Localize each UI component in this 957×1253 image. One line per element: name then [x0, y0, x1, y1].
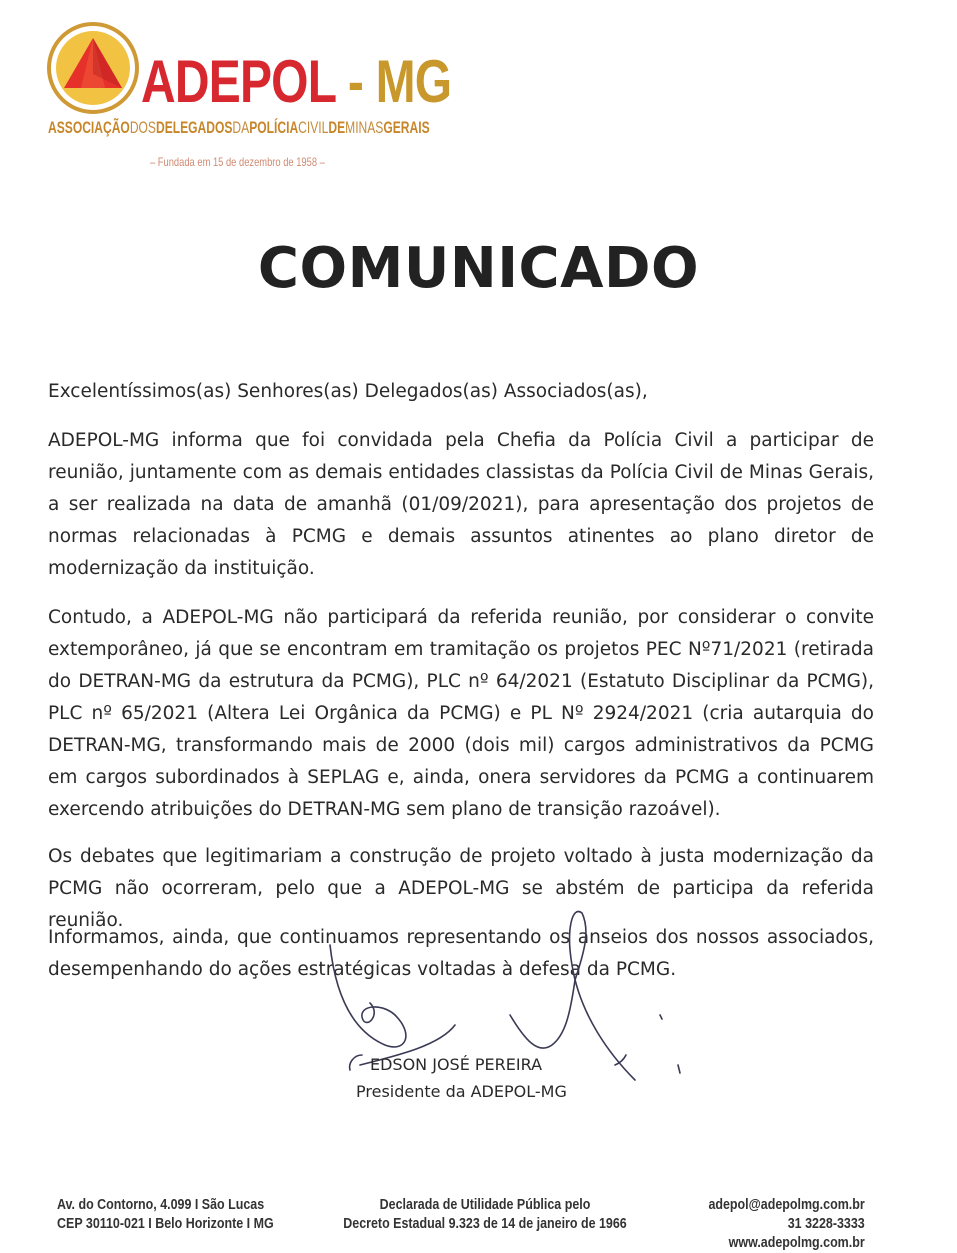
logo-name-part2: - MG	[335, 48, 452, 115]
footer-contact	[709, 1196, 865, 1253]
paragraph-closing: Informamos, ainda, que continuamos representando os anseios dos nossos associados, desempenhando do ações estratégicas voltadas à defesa da PCMG.	[48, 927, 874, 980]
signatory-name: EDSON JOSÉ PEREIRA	[370, 1055, 543, 1074]
tagline-segment: DA	[232, 118, 250, 137]
footer-declaration	[343, 1196, 627, 1234]
paragraph-refusal: Contudo, a ADEPOL-MG não participará da referida reunião, por considerar o convite extemporâneo, já que se encontram em tramitação os projetos PEC Nº71/2021 (retirada do DETRAN-MG da estrutura da PCMG), PLC nº 64/2021 (Estatuto Disciplinar da PCMG), PLC nº 65/2021 (Altera Lei Orgânica da PCMG) e PL Nº 2924/2021 (cria autarquia do DETRAN-MG, transformando mais de 2000 (dois mil) cargos administrativos da PCMG em cargos subordinados à SEPLAG e, ainda, onera servidores da PCMG a continuarem exercendo atribuições do DETRAN-MG sem plano de transição razoável).	[48, 607, 874, 820]
contact-phone: 31 3228-3333	[788, 1216, 865, 1232]
logo-name-part1: ADEPOL	[141, 48, 336, 115]
logo-tagline	[48, 118, 430, 138]
adepol-emblem-icon	[47, 22, 139, 114]
founded-date: – Fundada em 15 de dezembro de 1958 –	[150, 155, 325, 169]
tagline-segment: MINAS	[345, 118, 384, 137]
tagline-segment: ASSOCIAÇÃO	[48, 118, 130, 137]
contact-email: adepol@adepolmg.com.br	[708, 1197, 865, 1213]
tagline-segment: GERAIS	[383, 118, 430, 137]
paragraph-invitation: ADEPOL-MG informa que foi convidada pela Chefia da Polícia Civil a participar de reunião, juntamente com as demais entidades classistas da Polícia Civil de Minas Gerais, a ser realizada na data de amanhã (01/09/2021), para apresentação dos projetos de normas relacionadas à PCMG e demais assuntos atinentes ao plano diretor de modernização da instituição.	[48, 430, 874, 579]
footer-address	[57, 1196, 274, 1234]
tagline-segment: POLÍCIA	[249, 118, 299, 137]
tagline-segment: DELEGADOS	[155, 118, 233, 137]
tagline-segment: DOS	[129, 118, 156, 137]
logo-wordmark	[141, 48, 452, 115]
signatory-role: Presidente da ADEPOL-MG	[356, 1082, 567, 1101]
declaration-line: Declarada de Utilidade Pública pelo	[379, 1197, 591, 1213]
address-line: CEP 30110-021 I Belo Horizonte I MG	[57, 1216, 274, 1232]
salutation: Excelentíssimos(as) Senhores(as) Delegados(as) Associados(as),	[48, 381, 648, 402]
document-title: COMUNICADO	[257, 236, 700, 301]
contact-website: www.adepolmg.com.br	[728, 1235, 865, 1251]
address-line: Av. do Contorno, 4.099 I São Lucas	[57, 1197, 265, 1213]
declaration-line: Decreto Estadual 9.323 de 14 de janeiro de 1966	[343, 1216, 627, 1232]
tagline-segment: CIVIL	[298, 118, 329, 137]
tagline-segment: DE	[328, 118, 346, 137]
paragraph-debates: Os debates que legitimariam a construção de projeto voltado à justa modernização da PCMG não ocorreram, pelo que a ADEPOL-MG se abstém de participa da referida reunião.	[48, 846, 874, 931]
